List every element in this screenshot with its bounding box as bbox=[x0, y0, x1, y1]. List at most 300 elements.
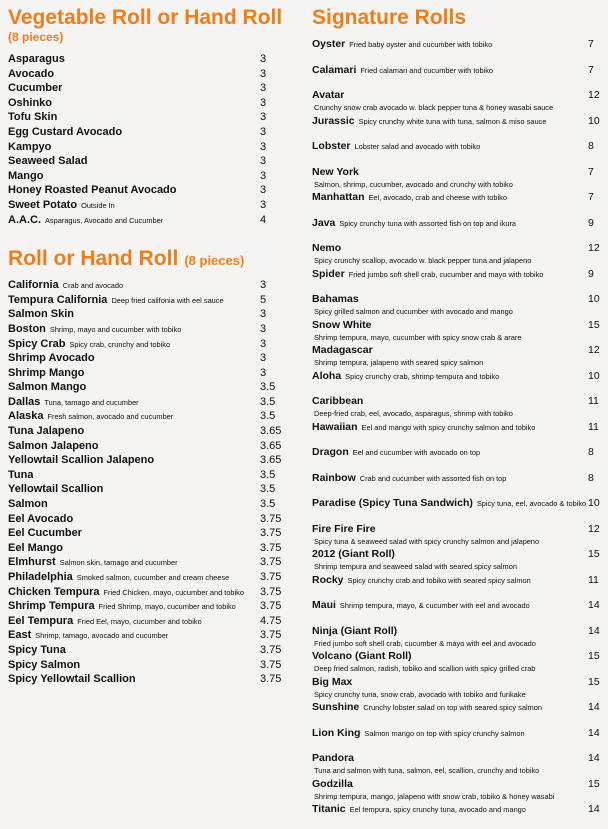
menu-item bbox=[8, 512, 280, 527]
signature-roll-description: Spicy tuna, eel, avocado & tobiko bbox=[476, 499, 587, 508]
menu-item bbox=[8, 439, 280, 454]
menu-item-description: Fried Chicken, mayo, cucumber and tobiko bbox=[103, 587, 244, 597]
signature-roll-text bbox=[312, 64, 493, 77]
menu-item bbox=[8, 424, 280, 439]
signature-roll-text bbox=[312, 89, 344, 102]
signature-roll-text bbox=[312, 319, 372, 332]
menu-item-text bbox=[8, 599, 236, 614]
signature-roll-line bbox=[312, 191, 604, 204]
signature-roll-line bbox=[312, 421, 604, 434]
signature-roll-line bbox=[312, 599, 604, 612]
menu-item-text bbox=[8, 81, 62, 95]
signature-roll-description: Salmon, shrimp, cucumber, avocado and crunchy with tobiko bbox=[314, 179, 513, 189]
menu-item-name: Salmon Skin bbox=[8, 308, 75, 321]
signature-roll-name: Avatar bbox=[312, 89, 345, 101]
menu-item bbox=[8, 198, 280, 213]
signature-roll-text bbox=[312, 701, 542, 714]
menu-item-price: 3.75 bbox=[260, 585, 282, 598]
roll-pieces: (8 pieces) bbox=[184, 253, 245, 269]
signature-roll-line bbox=[312, 676, 604, 689]
signature-roll-text bbox=[312, 472, 506, 485]
signature-roll-text bbox=[312, 497, 586, 510]
signature-roll-line bbox=[312, 166, 604, 179]
signature-roll-text bbox=[312, 599, 530, 612]
menu-item-text bbox=[8, 380, 86, 394]
menu-item-price: 3.5 bbox=[260, 483, 276, 496]
menu-item-text bbox=[8, 52, 65, 66]
signature-roll-name: Pandora bbox=[312, 752, 355, 764]
menu-item-name: Avocado bbox=[8, 67, 55, 80]
signature-roll-text bbox=[312, 548, 395, 561]
signature-roll-name: New York bbox=[312, 165, 359, 178]
menu-item-text bbox=[8, 293, 224, 308]
signature-roll-name: Madagascar bbox=[312, 344, 373, 356]
menu-item-text bbox=[8, 643, 66, 657]
menu-item-name: Honey Roasted Peanut Avocado bbox=[8, 184, 177, 197]
menu-item-price: 3.75 bbox=[260, 571, 282, 583]
signature-roll-item bbox=[312, 803, 604, 829]
signature-roll-text bbox=[312, 650, 412, 663]
menu-item bbox=[8, 409, 280, 424]
menu-item-description: Shrimp, tamago, avocado and cucumber bbox=[35, 631, 169, 641]
signature-roll-text bbox=[312, 625, 397, 638]
menu-item-price: 4.75 bbox=[260, 614, 282, 627]
menu-item bbox=[8, 307, 280, 322]
menu-item-price: 3 bbox=[260, 198, 267, 211]
signature-roll-name: Nemo bbox=[312, 242, 342, 254]
menu-item bbox=[8, 614, 280, 629]
signature-roll-price: 7 bbox=[588, 165, 594, 178]
signature-roll-line bbox=[312, 650, 604, 663]
signature-roll-description: Spicy crunchy scallop, avocado w. black pepper tuna and jalapeno bbox=[314, 256, 532, 265]
menu-item-name: Tuna Jalapeno bbox=[8, 425, 85, 438]
signature-roll-item bbox=[312, 115, 604, 141]
menu-item-price: 3 bbox=[260, 279, 267, 292]
signature-roll-item bbox=[312, 421, 604, 447]
signature-roll-text bbox=[312, 140, 480, 153]
signature-roll-price: 14 bbox=[588, 624, 600, 637]
menu-item bbox=[8, 585, 280, 600]
signature-roll-line bbox=[312, 523, 604, 536]
menu-item-name: Philadelphia bbox=[8, 571, 73, 583]
signature-roll-item bbox=[312, 191, 604, 217]
signature-roll-line bbox=[312, 344, 604, 357]
menu-item bbox=[8, 570, 280, 585]
signature-roll-price: 15 bbox=[588, 318, 600, 331]
menu-item bbox=[8, 672, 280, 687]
menu-item-name: Boston bbox=[8, 322, 46, 335]
menu-item-text bbox=[8, 672, 136, 686]
menu-item-name: Tofu Skin bbox=[8, 111, 58, 124]
signature-roll-description: Deep fried salmon, radish, tobiko and scallion with spicy grilled crab bbox=[314, 664, 536, 673]
signature-roll-description: Spicy grilled salmon and cucumber with avocado and mango bbox=[314, 307, 513, 316]
menu-item-name: Cucumber bbox=[8, 82, 63, 95]
menu-item bbox=[8, 628, 280, 643]
signature-roll-name: Bahamas bbox=[312, 293, 359, 305]
menu-item-text bbox=[8, 628, 168, 643]
signature-roll-name: Lobster bbox=[312, 140, 351, 152]
menu-item-text bbox=[8, 439, 98, 453]
menu-item-description: Deep fried califonia with eel sauce bbox=[111, 295, 224, 305]
signature-roll-price: 12 bbox=[588, 89, 600, 101]
menu-item-price: 3.75 bbox=[260, 643, 282, 656]
menu-item-text bbox=[8, 468, 33, 482]
signature-roll-description: Spicy crunchy crab, shrimp tempura and tobiko bbox=[345, 371, 500, 381]
signature-roll-price: 11 bbox=[588, 395, 599, 407]
menu-item-name: Dallas bbox=[8, 395, 41, 408]
right-column bbox=[312, 0, 604, 829]
menu-item-text bbox=[8, 125, 122, 139]
menu-item-text bbox=[8, 555, 178, 570]
menu-item-text bbox=[8, 110, 57, 124]
menu-item-name: Spicy Crab bbox=[8, 337, 66, 350]
menu-item-text bbox=[8, 570, 229, 585]
signature-roll-line bbox=[312, 803, 604, 816]
menu-item-text bbox=[8, 453, 154, 467]
menu-item-price: 3.5 bbox=[260, 395, 276, 408]
vegetable-roll-pieces: (8 pieces) bbox=[8, 30, 64, 44]
menu-item-price: 3 bbox=[260, 125, 267, 138]
menu-item-description: Fresh salmon, avocado and cucumber bbox=[47, 412, 174, 422]
menu-item bbox=[8, 278, 280, 293]
signature-roll-price: 12 bbox=[588, 344, 600, 356]
menu-item-description: Salmon skin, tamago and cucumber bbox=[59, 558, 178, 568]
menu-item-price: 3 bbox=[260, 308, 267, 321]
signature-roll-text bbox=[312, 115, 546, 128]
menu-item-name: Seaweed Salad bbox=[8, 155, 88, 168]
menu-item-price: 3 bbox=[260, 82, 267, 95]
signature-roll-price: 10 bbox=[588, 114, 600, 127]
menu-item-name: Shrimp Mango bbox=[8, 366, 85, 379]
signature-roll-description: Spicy tuna & seaweed salad with spicy crunchy salmon and jalapeno bbox=[314, 536, 540, 546]
signature-roll-name: Caribbean bbox=[312, 395, 364, 407]
menu-item-text bbox=[8, 658, 80, 672]
menu-item-text bbox=[8, 213, 163, 228]
menu-item-name: Shrimp Tempura bbox=[8, 600, 95, 613]
signature-roll-text bbox=[312, 803, 526, 816]
menu-item-text bbox=[8, 526, 82, 540]
signature-roll-description: Fried jumbo soft shell crab, cucumber & mayo with eel and avocado bbox=[314, 638, 536, 648]
signature-roll-item bbox=[312, 676, 604, 702]
signature-roll-price: 10 bbox=[588, 369, 600, 382]
menu-item-price: 3.75 bbox=[260, 673, 282, 686]
signature-roll-description: Fried calamari and cucumber with tobiko bbox=[360, 65, 494, 75]
signature-roll-item bbox=[312, 778, 604, 804]
menu-item-name: Asparagus bbox=[8, 53, 65, 65]
signature-roll-name: Java bbox=[312, 216, 336, 229]
signature-roll-item bbox=[312, 140, 604, 166]
menu-item-text bbox=[8, 497, 48, 511]
signature-roll-description: Shrimp tempura, mayo, & cucumber with eel and avocado bbox=[339, 601, 530, 610]
menu-item-name: Eel Tempura bbox=[8, 614, 74, 627]
signature-roll-name: 2012 (Giant Roll) bbox=[312, 548, 395, 560]
signature-roll-text bbox=[312, 370, 499, 383]
signature-roll-name: Rocky bbox=[312, 573, 344, 586]
menu-item-price: 3 bbox=[260, 140, 267, 153]
roll-heading-title: Roll or Hand Roll bbox=[8, 247, 179, 271]
menu-item-description: Fried Shrimp, mayo, cucumber and tobiko bbox=[98, 602, 236, 612]
signature-roll-price: 7 bbox=[588, 38, 594, 50]
signature-roll-price: 14 bbox=[588, 701, 600, 713]
signature-roll-name: Titanic bbox=[312, 803, 346, 815]
signature-roll-text bbox=[312, 676, 352, 689]
signature-roll-description: Spicy crunchy tuna with assorted fish on top and ikura bbox=[339, 218, 517, 228]
signature-roll-price: 15 bbox=[588, 675, 600, 688]
signature-roll-line bbox=[312, 64, 604, 77]
menu-item-price: 3 bbox=[260, 155, 267, 168]
signature-roll-item bbox=[312, 752, 604, 778]
signature-roll-name: Maui bbox=[312, 599, 336, 611]
signature-roll-name: Spider bbox=[312, 267, 345, 280]
menu-item-name: Alaska bbox=[8, 410, 44, 423]
signature-roll-price: 11 bbox=[588, 573, 599, 586]
signature-roll-line bbox=[312, 217, 604, 230]
signature-roll-line bbox=[312, 242, 604, 255]
signature-roll-item bbox=[312, 293, 604, 319]
signature-roll-item bbox=[312, 574, 604, 600]
menu-item-text bbox=[8, 482, 103, 496]
menu-item-description: Crab and avocado bbox=[62, 281, 124, 291]
menu-item bbox=[8, 380, 280, 395]
menu-item-price: 3.5 bbox=[260, 468, 276, 481]
menu-item-price: 3.5 bbox=[260, 498, 276, 511]
signature-roll-name: Volcano (Giant Roll) bbox=[312, 650, 412, 662]
signature-roll-description: Shrimp tempura, mango, jalapeno with snow crab, tobiko & honey wasabi bbox=[314, 791, 555, 801]
menu-item bbox=[8, 169, 280, 184]
signature-roll-price: 7 bbox=[588, 63, 594, 76]
menu-item-name: Tempura California bbox=[8, 293, 108, 306]
menu-item-price: 3.75 bbox=[260, 658, 282, 671]
menu-item-price: 3 bbox=[260, 352, 267, 365]
signature-roll-item bbox=[312, 319, 604, 345]
signature-roll-description: Shrimp tempura and seaweed salad with seared spicy salmon bbox=[314, 562, 517, 571]
menu-item-name: Elmhurst bbox=[8, 556, 56, 569]
signature-roll-name: Paradise (Spicy Tuna Sandwich) bbox=[312, 497, 473, 509]
menu-item-price: 3.75 bbox=[260, 600, 282, 613]
signature-roll-description: Eel, avocado, crab and cheese with tobiko bbox=[368, 193, 507, 202]
menu-item bbox=[8, 555, 280, 570]
menu-item-price: 3 bbox=[260, 337, 267, 350]
signature-roll-name: Manhattan bbox=[312, 191, 365, 203]
menu-item-name: Salmon bbox=[8, 498, 48, 511]
signature-roll-line bbox=[312, 395, 604, 408]
signature-roll-line bbox=[312, 472, 604, 485]
signature-roll-price: 12 bbox=[588, 522, 600, 535]
menu-item-text bbox=[8, 169, 43, 183]
menu-item-price: 3 bbox=[260, 96, 267, 109]
signature-roll-item bbox=[312, 701, 604, 727]
vegetable-roll-list bbox=[8, 52, 280, 227]
signature-roll-line bbox=[312, 293, 604, 306]
signature-roll-item bbox=[312, 64, 604, 90]
menu-item-description: Spicy crab, crunchy and tobiko bbox=[69, 339, 171, 349]
signature-roll-item bbox=[312, 217, 604, 243]
menu-item bbox=[8, 497, 280, 512]
signature-roll-line bbox=[312, 89, 604, 102]
signature-roll-item bbox=[312, 370, 604, 396]
signature-roll-name: Sunshine bbox=[312, 701, 360, 713]
menu-item bbox=[8, 541, 280, 556]
signature-roll-text bbox=[312, 191, 507, 204]
signature-roll-text bbox=[312, 166, 359, 179]
menu-item bbox=[8, 322, 280, 337]
menu-item-name: Chicken Tempura bbox=[8, 585, 100, 598]
signature-roll-description: Deep-fried crab, eel, avocado, asparagus, shrimp with tobiko bbox=[314, 409, 513, 418]
signature-roll-line bbox=[312, 548, 604, 561]
signature-roll-text bbox=[312, 293, 359, 306]
menu-item-name: Salmon Mango bbox=[8, 381, 87, 394]
signature-roll-text bbox=[312, 242, 341, 255]
signature-roll-line bbox=[312, 268, 604, 281]
signature-roll-line bbox=[312, 370, 604, 383]
signature-roll-price: 14 bbox=[588, 599, 600, 611]
signature-roll-description: Fried baby oyster and cucumber with tobiko bbox=[349, 40, 493, 49]
signature-roll-item bbox=[312, 89, 604, 115]
menu-item bbox=[8, 468, 280, 483]
menu-item bbox=[8, 67, 280, 82]
signature-roll-name: Godzilla bbox=[312, 777, 353, 790]
menu-item bbox=[8, 96, 280, 111]
menu-item-text bbox=[8, 395, 139, 410]
signature-roll-line bbox=[312, 727, 604, 740]
signature-roll-description: Eel and cucumber with avocado on top bbox=[352, 448, 481, 457]
menu-item-text bbox=[8, 154, 88, 168]
menu-item bbox=[8, 81, 280, 96]
roll-heading bbox=[8, 247, 280, 271]
signature-roll-description: Lobster salad and avocado with tobiko bbox=[354, 142, 481, 151]
signature-roll-line bbox=[312, 701, 604, 714]
signature-roll-item bbox=[312, 268, 604, 294]
signature-roll-item bbox=[312, 472, 604, 498]
signature-roll-item bbox=[312, 446, 604, 472]
signature-roll-line bbox=[312, 140, 604, 153]
menu-item-text bbox=[8, 307, 74, 321]
menu-item-name: Spicy Yellowtail Scallion bbox=[8, 673, 136, 686]
signature-roll-name: Lion King bbox=[312, 726, 361, 739]
menu-item-text bbox=[8, 351, 95, 365]
signature-roll-description: Crunchy snow crab avocado w. black pepper tuna & honey wasabi sauce bbox=[314, 103, 554, 112]
signature-roll-price: 15 bbox=[588, 650, 600, 662]
signature-roll-line bbox=[312, 752, 604, 765]
signature-roll-line bbox=[312, 319, 604, 332]
menu-item bbox=[8, 395, 280, 410]
menu-item-text bbox=[8, 198, 115, 213]
menu-item-price: 3.5 bbox=[260, 381, 276, 394]
menu-item-price: 3.65 bbox=[260, 439, 282, 452]
signature-roll-line bbox=[312, 574, 604, 587]
signature-roll-text bbox=[312, 421, 535, 434]
menu-item bbox=[8, 658, 280, 673]
menu-item-text bbox=[8, 278, 123, 293]
signature-roll-description: Crab and cucumber with assorted fish on top bbox=[359, 473, 507, 483]
menu-item-name: Tuna bbox=[8, 468, 34, 481]
vegetable-roll-heading: Vegetable Roll or Hand Roll bbox=[8, 6, 283, 29]
signature-roll-price: 14 bbox=[588, 726, 600, 739]
signature-rolls-heading: Signature Rolls bbox=[312, 6, 467, 29]
signature-roll-description: Shrimp tempura, mayo, cucumber with spicy snow crab & arare bbox=[314, 332, 522, 342]
menu-item bbox=[8, 52, 280, 67]
signature-roll-description: Spicy crunchy tuna, snow crab, avocado with tobiko and furikake bbox=[314, 689, 526, 699]
signature-roll-price: 7 bbox=[588, 191, 594, 203]
signature-roll-price: 10 bbox=[588, 497, 600, 509]
menu-item-description: Asparagus, Avocado and Cucumber bbox=[45, 215, 164, 225]
signature-roll-name: Jurassic bbox=[312, 114, 355, 127]
signature-roll-name: Fire Fire Fire bbox=[312, 522, 376, 535]
signature-roll-name: Calamari bbox=[312, 63, 357, 76]
signature-roll-item bbox=[312, 599, 604, 625]
roll-list bbox=[8, 278, 280, 687]
menu-item-name: Spicy Tuna bbox=[8, 643, 66, 656]
signature-roll-item bbox=[312, 727, 604, 753]
signature-roll-description: Spicy crunchy white tuna with tuna, salmon & miso sauce bbox=[358, 116, 547, 126]
signature-roll-text bbox=[312, 523, 376, 536]
signature-roll-name: Oyster bbox=[312, 38, 346, 50]
menu-item-text bbox=[8, 67, 54, 81]
menu-item-text bbox=[8, 322, 181, 337]
menu-item-text bbox=[8, 614, 202, 629]
menu-item-name: Yellowtail Scallion Jalapeno bbox=[8, 454, 155, 467]
menu-item-price: 3 bbox=[260, 366, 267, 379]
menu-item-name: Eel Mango bbox=[8, 541, 64, 554]
signature-roll-description: Crunchy lobster salad on top with seared spicy salmon bbox=[363, 703, 542, 712]
menu-item-text bbox=[8, 512, 73, 526]
menu-item-price: 3.75 bbox=[260, 541, 282, 554]
signature-roll-text bbox=[312, 268, 543, 281]
menu-item-name: Eel Avocado bbox=[8, 512, 74, 525]
menu-item bbox=[8, 337, 280, 352]
signature-roll-description: Shrimp tempura, jalapeno with seared spicy salmon bbox=[314, 358, 484, 367]
signature-roll-name: Hawaiian bbox=[312, 420, 358, 433]
signature-roll-name: Ninja (Giant Roll) bbox=[312, 624, 398, 637]
signature-roll-text bbox=[312, 752, 354, 765]
signature-roll-item bbox=[312, 38, 604, 64]
signature-roll-item bbox=[312, 650, 604, 676]
menu-item-price: 3.75 bbox=[260, 629, 282, 642]
menu-item bbox=[8, 351, 280, 366]
menu-item-name: Egg Custard Avocado bbox=[8, 125, 123, 138]
signature-roll-line bbox=[312, 38, 604, 51]
menu-item-price: 5 bbox=[260, 293, 267, 306]
menu-item-text bbox=[8, 409, 173, 424]
signature-roll-text bbox=[312, 344, 373, 357]
menu-item-text bbox=[8, 366, 84, 380]
menu-item-price: 3 bbox=[260, 53, 267, 65]
signature-roll-item bbox=[312, 395, 604, 421]
signature-roll-item bbox=[312, 523, 604, 549]
signature-roll-item bbox=[312, 242, 604, 268]
signature-roll-price: 15 bbox=[588, 777, 600, 790]
menu-item-price: 3.75 bbox=[260, 512, 282, 525]
menu-item-price: 3.5 bbox=[260, 410, 276, 423]
menu-item-name: Sweet Potato bbox=[8, 198, 78, 211]
menu-item bbox=[8, 366, 280, 381]
menu-item bbox=[8, 293, 280, 308]
menu-item bbox=[8, 599, 280, 614]
signature-roll-text bbox=[312, 778, 353, 791]
menu-item-description: Tuna, tamago and cucumber bbox=[44, 397, 139, 407]
signature-roll-price: 15 bbox=[588, 548, 600, 560]
menu-item-price: 3 bbox=[260, 67, 267, 80]
signature-roll-line bbox=[312, 446, 604, 459]
signature-roll-name: Snow White bbox=[312, 318, 372, 331]
menu-item bbox=[8, 213, 280, 228]
menu-item-price: 3 bbox=[260, 169, 267, 182]
menu-item-price: 3 bbox=[260, 111, 267, 124]
signature-rolls-list bbox=[312, 38, 604, 829]
menu-item-name: A.A.C. bbox=[8, 213, 41, 226]
menu-item-price: 4 bbox=[260, 213, 267, 226]
menu-item bbox=[8, 140, 280, 155]
